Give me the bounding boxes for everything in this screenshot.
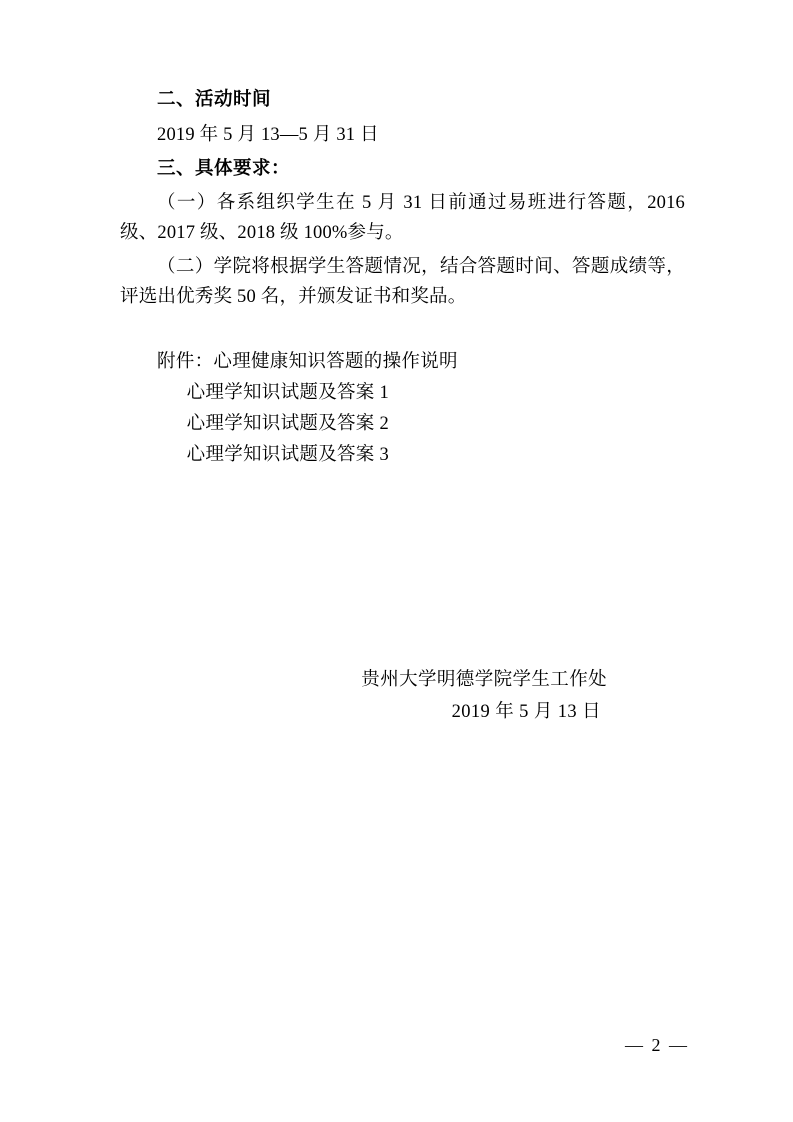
signature-organization: 贵州大学明德学院学生工作处 [361, 669, 607, 690]
page-number: — 2 — [625, 1035, 689, 1055]
signature-block [120, 664, 685, 729]
attachment-item-2: 心理学知识试题及答案 2 [186, 414, 390, 435]
section-heading-requirements: 三、具体要求： [157, 157, 291, 179]
section-body-activity-time: 2019 年 5 月 13—5 月 31 日 [157, 124, 379, 145]
attachment-label: 附件：心理健康知识答题的操作说明 [157, 352, 458, 373]
requirement-item-2: （二）学院将根据学生答题情况，结合答题时间、答题成绩等，评选出优秀奖 50 名，并颁发证书和奖品。 [120, 257, 685, 308]
requirement-item-1: （一）各系组织学生在 5 月 31 日前通过易班进行答题，2016 级、2017 级、2018 级 100%参与。 [120, 193, 685, 244]
attachment-item-3: 心理学知识试题及答案 3 [186, 445, 390, 466]
attachment-item-1: 心理学知识试题及答案 1 [186, 383, 390, 404]
attachment-block [120, 347, 685, 471]
section-heading-activity-time: 二、活动时间 [157, 89, 272, 110]
signature-date: 2019 年 5 月 13 日 [451, 701, 601, 722]
